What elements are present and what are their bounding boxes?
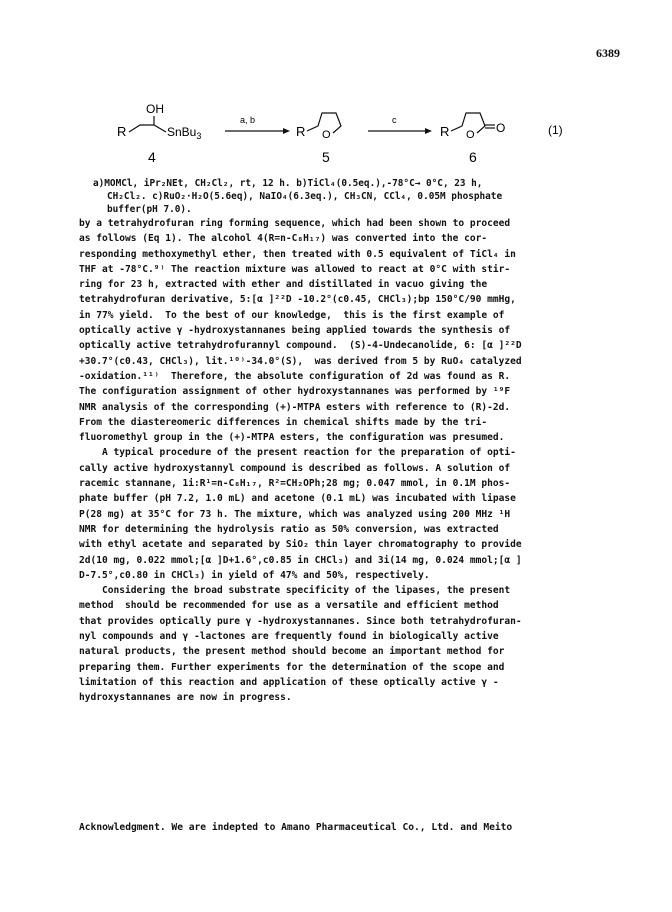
o-label-5: O [322,129,331,141]
text-line: optically active tetrahydrofurannyl compound. (S)-4-Undecanolide, 6: [α ]²²D [79,340,522,352]
article-body [79,216,614,706]
paragraph-2 [79,445,614,583]
text-line: THF at -78°C.⁹⁾ The reaction mixture was allowed to react at 0°C with stir- [79,263,511,275]
compound-number-5: 5 [322,149,330,165]
text-line: 2d(10 mg, 0.022 mmol;[α ]D+1.6°,c0.85 in CHCl₃) and 3i(14 mg, 0.024 mmol;[α ] [79,554,522,566]
text-line: natural products, the present method should become an important method for [79,646,505,658]
text-line: NMR for determining the hydrolysis ratio as 50% conversion, was extracted [79,523,499,535]
acknowledgment [79,822,614,833]
paragraph-3 [79,583,614,705]
text-line: preparing them. Further experiments for the determination of the scope and [79,661,505,673]
text-line: method should be recommended for use as a versatile and efficient method [79,600,499,612]
text-line: -oxidation.¹¹⁾ Therefore, the absolute configuration of 2d was found as R. [79,370,511,382]
text-line: with ethyl acetate and separated by SiO₂ thin layer chromatography to provide [79,539,522,551]
text-line: as follows (Eq 1). The alcohol 4(R=n-C₈H₁₇) was converted into the cor- [79,233,488,245]
r-label-5: R [296,124,306,139]
text-line: D-7.5°,c0.80 in CHCl₃) in yield of 47% and 50%, respectively. [79,569,430,581]
text-line: racemic stannane, 1i:R¹=n-C₈H₁₇, R²=CH₂OPh;28 mg; 0.047 mmol, in 0.1M phos- [79,478,511,490]
text-line: tetrahydrofuran derivative, 5:[α ]²²D -10.2°(c0.45, CHCl₃);bp 150°C/90 mmHg, [79,294,516,306]
text-line: phate buffer (pH 7.2, 1.0 mL) and acetone (0.1 mL) was incubated with lipase [79,493,516,505]
text-line: +30.7°(c0.43, CHCl₃), lit.¹⁰⁾-34.0°(S), was derived from 5 by RuO₄ catalyzed [79,355,522,367]
reagent-line: buffer(pH 7.0). [107,204,192,215]
step1-label: a, b [240,115,256,125]
text-line: A typical procedure of the present reaction for the preparation of opti- [79,447,516,459]
reagent-line: CH₂Cl₂. c)RuO₂·H₂O(5.6eq), NaIO₄(6.3eq.), CH₃CN, CCl₄, 0.05M phosphate [107,191,503,202]
text-line: cally active hydroxystannyl compound is described as follows. A solution of [79,462,511,474]
text-line: The configuration assignment of other hydroxystannanes was performed by ¹⁹F [79,386,511,398]
text-line: in 77% yield. To the best of our knowledge, this is the first example of [79,309,505,321]
reaction-scheme-drawing [100,96,580,176]
text-line: hydroxystannanes are now in progress. [79,692,292,704]
r-label-4: R [117,124,127,139]
snbu3-label: SnBu$_3$ [167,125,202,141]
text-line: fluoromethyl group in the (+)-MTPA esters, the configuration was presumed. [79,432,505,444]
text-line: From the diastereomeric differences in chemical shifts made by the tri- [79,416,488,428]
compound-number-4: 4 [148,149,156,165]
step2-label: c [392,115,397,125]
text-line: responding methoxymethyl ether, then treated with 0.5 equivalent of TiCl₄ in [79,248,516,260]
r-label-6: R [440,124,450,139]
text-line: nyl compounds and γ -lactones are frequently found in biologically active [79,631,499,643]
o-label-6-ring: O [466,129,475,141]
text-line: by a tetrahydrofuran ring forming sequence, which had been shown to proceed [79,218,511,229]
compound-number-6: 6 [469,149,477,165]
reagent-line: a)MOMCl, iPr₂NEt, CH₂Cl₂, rt, 12 h. b)TiCl₄(0.5eq.),-78°C→ 0°C, 23 h, [93,178,483,189]
reaction-scheme [100,96,580,176]
text-line: optically active γ -hydroxystannanes being applied towards the synthesis of [79,325,511,337]
oh-label: OH [146,102,164,116]
equation-number: (1) [548,123,563,137]
page-number: 6389 [596,46,620,60]
text-line: limitation of this reaction and application of these optically active γ - [79,676,499,688]
text-line: P(28 mg) at 35°C for 73 h. The mixture, which was analyzed using 200 MHz ¹H [79,508,511,520]
paragraph-1 [79,216,614,445]
reagent-footnote [93,177,613,216]
text-line: ring for 23 h, extracted with ether and distillated in vacuo giving the [79,279,488,291]
arrow-1-head [283,128,290,134]
chain-4 [129,125,166,132]
acknowledgment-heading: Acknowledgment. [79,822,166,833]
arrow-2-head [425,128,432,134]
o-label-6-carbonyl: O [496,121,506,135]
acknowledgment-text: We are indepted to Amano Pharmaceutical Co., Ltd. and Meito [165,822,513,833]
text-line: that provides optically pure γ -hydroxystannanes. Since both tetrahydrofuran- [79,615,522,627]
text-line: NMR analysis of the corresponding (+)-MTPA esters with reference to (R)-2d. [79,401,511,413]
text-line: Considering the broad substrate specificity of the lipases, the present [79,585,511,597]
